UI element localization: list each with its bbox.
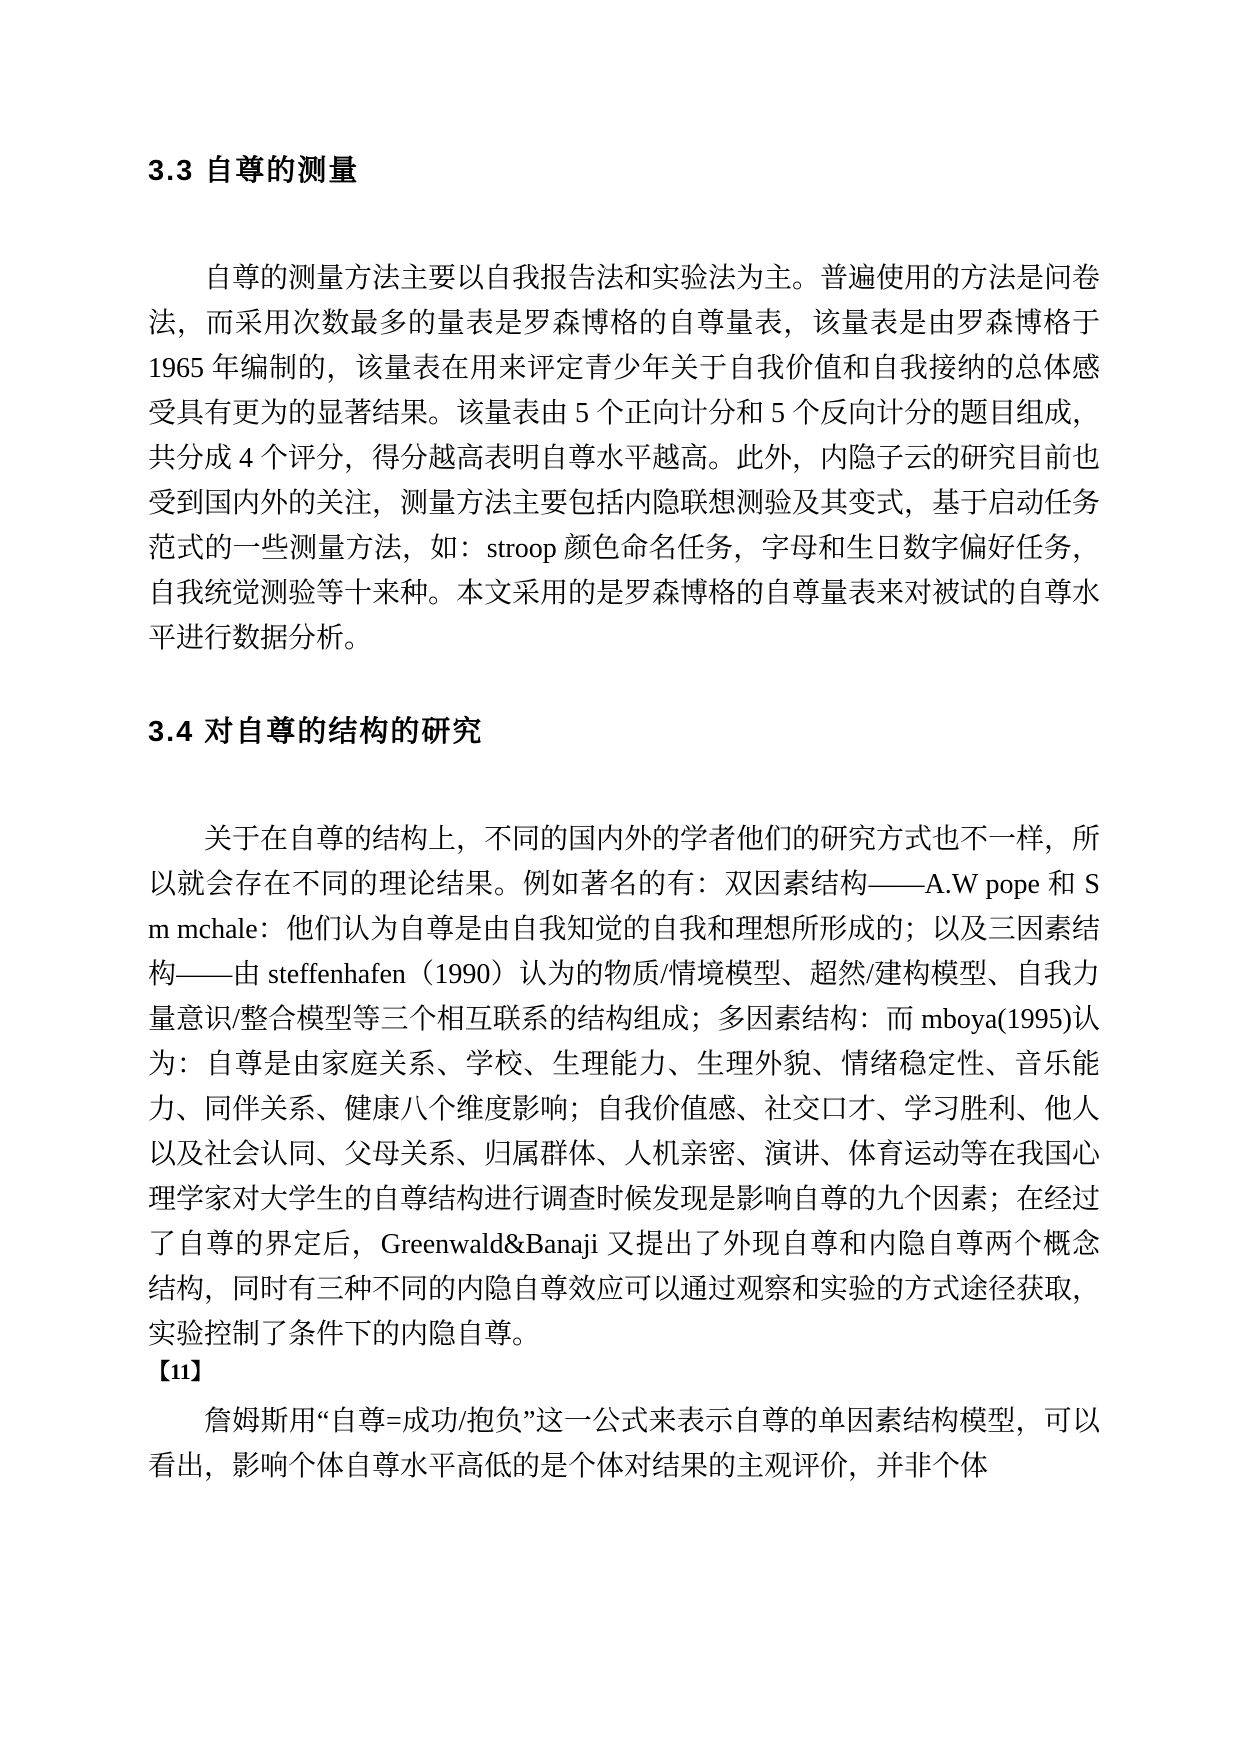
section-3-3 xyxy=(148,152,1100,661)
section-3-4 xyxy=(148,713,1100,1489)
section-3-3-heading: 3.3 自尊的测量 xyxy=(148,155,360,187)
section-3-4-paragraph: 关于在自尊的结构上，不同的国内外的学者他们的研究方式也不一样，所以就会存在不同的理论结果。例如著名的有：双因素结构——A.W pope 和 S m mchale：他们认为自尊是由自我知觉的自我和理想所形成的；以及三因素结构——由 steffenhafen（1990）认为的物质/情境模型、超然/建构模型、自我力量意识/整合模型等三个相互联系的结构组成；多因素结构：而 mboya(1995)认为：自尊是由家庭关系、学校、生理能力、生理外貌、情绪稳定性、音乐能力、同伴关系、健康八个维度影响；自我价值感、社交口才、学习胜利、他人以及社会认同、父母关系、归属群体、人机亲密、演讲、体育运动等在我国心理学家对大学生的自尊结构进行调查时候发现是影响自尊的九个因素；在经过了自尊的界定后，Greenwald&Banaji 又提出了外现自尊和内隐自尊两个概念结构，同时有三种不同的内隐自尊效应可以通过观察和实验的方式途径获取，实验控制了条件下的内隐自尊。 xyxy=(148,824,1101,1350)
section-3-4-paragraph-2: 詹姆斯用“自尊=成功/抱负”这一公式来表示自尊的单因素结构模型，可以看出，影响个体自尊水平高低的是个体对结果的主观评价，并非个体 xyxy=(148,1406,1100,1482)
citation-marker-11: 【11】 xyxy=(148,1359,213,1384)
section-3-3-paragraph: 自尊的测量方法主要以自我报告法和实验法为主。普遍使用的方法是问卷法，而采用次数最多的量表是罗森博格的自尊量表，该量表是由罗森博格于 1965 年编制的，该量表在用来评定青少年关于自我价值和自我接纳的总体感受具有更为的显著结果。该量表由 5 个正向计分和 5 个反向计分的题目组成，共分成 4 个评分，得分越高表明自尊水平越高。此外，内隐子云的研究目前也受到国内外的关注，测量方法主要包括内隐联想测验及其变式，基于启动任务范式的一些测量方法，如：stroop 颜色命名任务，字母和生日数字偏好任务，自我统觉测验等十来种。本文采用的是罗森博格的自尊量表来对被试的自尊水平进行数据分析。 xyxy=(148,263,1101,654)
section-3-4-heading: 3.4 对自尊的结构的研究 xyxy=(148,716,484,748)
